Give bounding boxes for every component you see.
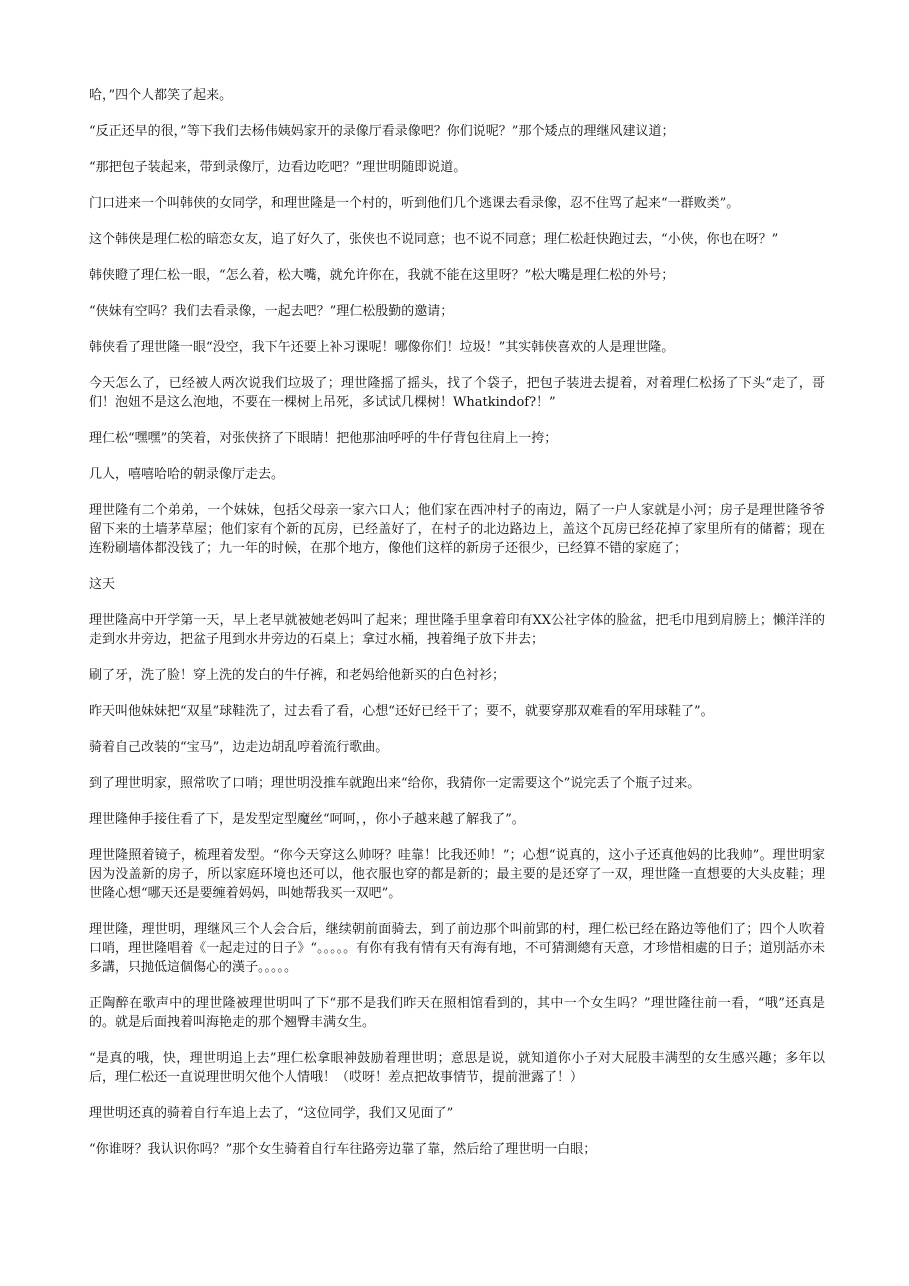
paragraph-23: “是真的哦，快，理世明追上去”理仁松拿眼神鼓励着理世明；意思是说，就知道你小子对大屁股丰满型的女生感兴趣；多年以后，理仁松还一直说理世明欠他个人情哦！（哎呀！差点把故事情节，提前泄露了！） <box>89 1051 825 1085</box>
paragraph-6: 韩侠瞪了理仁松一眼，“怎么着，松大嘴，就允许你在，我就不能在这里呀？”松大嘴是理仁松的外号； <box>89 268 675 283</box>
paragraph-18: 到了理世明家，照常吹了口哨；理世明没推车就跑出来“给你，我猜你一定需要这个”说完丢了个瓶子过来。 <box>89 776 701 791</box>
paragraph-11: 几人，嘻嘻哈哈的朝录像厅走去。 <box>89 467 285 482</box>
paragraph-17: 骑着自己改装的“宝马”，边走边胡乱哼着流行歌曲。 <box>89 740 389 755</box>
paragraph-12: 理世隆有二个弟弟，一个妹妹，包括父母亲一家六口人；他们家在西冲村子的南边，隔了一户人家就是小河；房子是理世隆爷爷留下来的土墙茅草屋；他们家有个新的瓦房，已经盖好了，在村子的北边路边上，盖这个瓦房已经花掉了家里所有的储蓄；现在连粉刷墙体都没钱了；九一年的时候，在那个地方，像他们这样的新房子还很少，已经算不错的家庭了； <box>89 503 825 556</box>
paragraph-22: 正陶醉在歌声中的理世隆被理世明叫了下“那不是我们昨天在照相馆看到的，其中一个女生吗？”理世隆往前一看，“哦”还真是的。就是后面拽着叫海艳走的那个翘臀丰满女生。 <box>89 996 825 1030</box>
paragraph-4: 门口进来一个叫韩侠的女同学，和理世隆是一个村的，听到他们几个逃课去看录像，忍不住骂了起来“一群败类”。 <box>89 196 740 211</box>
paragraph-25: “你谁呀？我认识你吗？”那个女生骑着自行车往路旁边靠了靠，然后给了理世明一白眼； <box>89 1142 597 1157</box>
paragraph-24: 理世明还真的骑着自行车追上去了，“这位同学，我们又见面了” <box>89 1106 454 1121</box>
paragraph-16: 昨天叫他妹妹把“双星”球鞋洗了，过去看了看，心想“还好已经干了；要不，就要穿那双难看的军用球鞋了”。 <box>89 704 714 719</box>
paragraph-20: 理世隆照着镜子，梳理着发型。“你今天穿这么帅呀？哇靠！比我还帅！”；心想“说真的，这小子还真他妈的比我帅”。理世明家因为没盖新的房子，所以家庭环境也还可以，他衣服也穿的都是新的；最主要的是还穿了一双，理世隆一直想要的大头皮鞋；理世隆心想“哪天还是要缠着妈妈，叫她帮我买一双吧”。 <box>89 848 825 901</box>
paragraph-7: “侠妹有空吗？我们去看录像，一起去吧？”理仁松殷勤的邀请； <box>89 304 454 319</box>
paragraph-13: 这天 <box>89 577 116 592</box>
document-page <box>89 86 825 1176</box>
paragraph-3: “那把包子装起来，带到录像厅，边看边吃吧？”理世明随即说道。 <box>89 160 467 175</box>
paragraph-19: 理世隆伸手接住看了下，是发型定型魔丝“呵呵，，你小子越来越了解我了”。 <box>89 812 525 827</box>
paragraph-5: 这个韩侠是理仁松的暗恋女友，追了好久了，张侠也不说同意；也不说不同意；理仁松赶快跑过去，“小侠，你也在呀？” <box>89 232 779 247</box>
paragraph-1: 哈，”四个人都笑了起来。 <box>89 88 233 103</box>
paragraph-21: 理世隆，理世明，理继风三个人会合后，继续朝前面骑去，到了前边那个叫前郢的村，理仁松已经在路边等他们了；四个人吹着口哨，理世隆唱着《一起走过的日子》“。。。。。有你有我有情有天有海有地，不可猜測總有天意，才珍惜相處的日子；道別話亦未多講，只抛低這個傷心的漢子。。。。。 <box>89 922 825 975</box>
paragraph-9: 今天怎么了，已经被人两次说我们垃圾了；理世隆摇了摇头，找了个袋子，把包子装进去提着，对着理仁松扬了下头“走了，哥们！泡妞不是这么泡地，不要在一棵树上吊死，多试试几棵树！Whatkindof?！” <box>89 376 825 410</box>
paragraph-15: 刷了牙，洗了脸！穿上洗的发白的牛仔裤，和老妈给他新买的白色衬衫； <box>89 668 506 683</box>
paragraph-8: 韩侠看了理世隆一眼“没空，我下午还要上补习课呢！哪像你们！垃圾！”其实韩侠喜欢的人是理世隆。 <box>89 340 675 355</box>
paragraph-2: “反正还早的很，”等下我们去杨伟姨妈家开的录像厅看录像吧？你们说呢？”那个矮点的理继风建议道； <box>89 124 675 139</box>
paragraph-10: 理仁松“嘿嘿”的笑着，对张侠挤了下眼睛！把他那油呼呼的牛仔背包往肩上一挎； <box>89 431 558 446</box>
paragraph-14: 理世隆高中开学第一天，早上老早就被她老妈叫了起来；理世隆手里拿着印有XX公社字体的脸盆，把毛巾甩到肩膀上；懒洋洋的走到水井旁边，把盆子甩到水井旁边的石桌上；拿过水桶，拽着绳子放下井去； <box>89 613 825 647</box>
